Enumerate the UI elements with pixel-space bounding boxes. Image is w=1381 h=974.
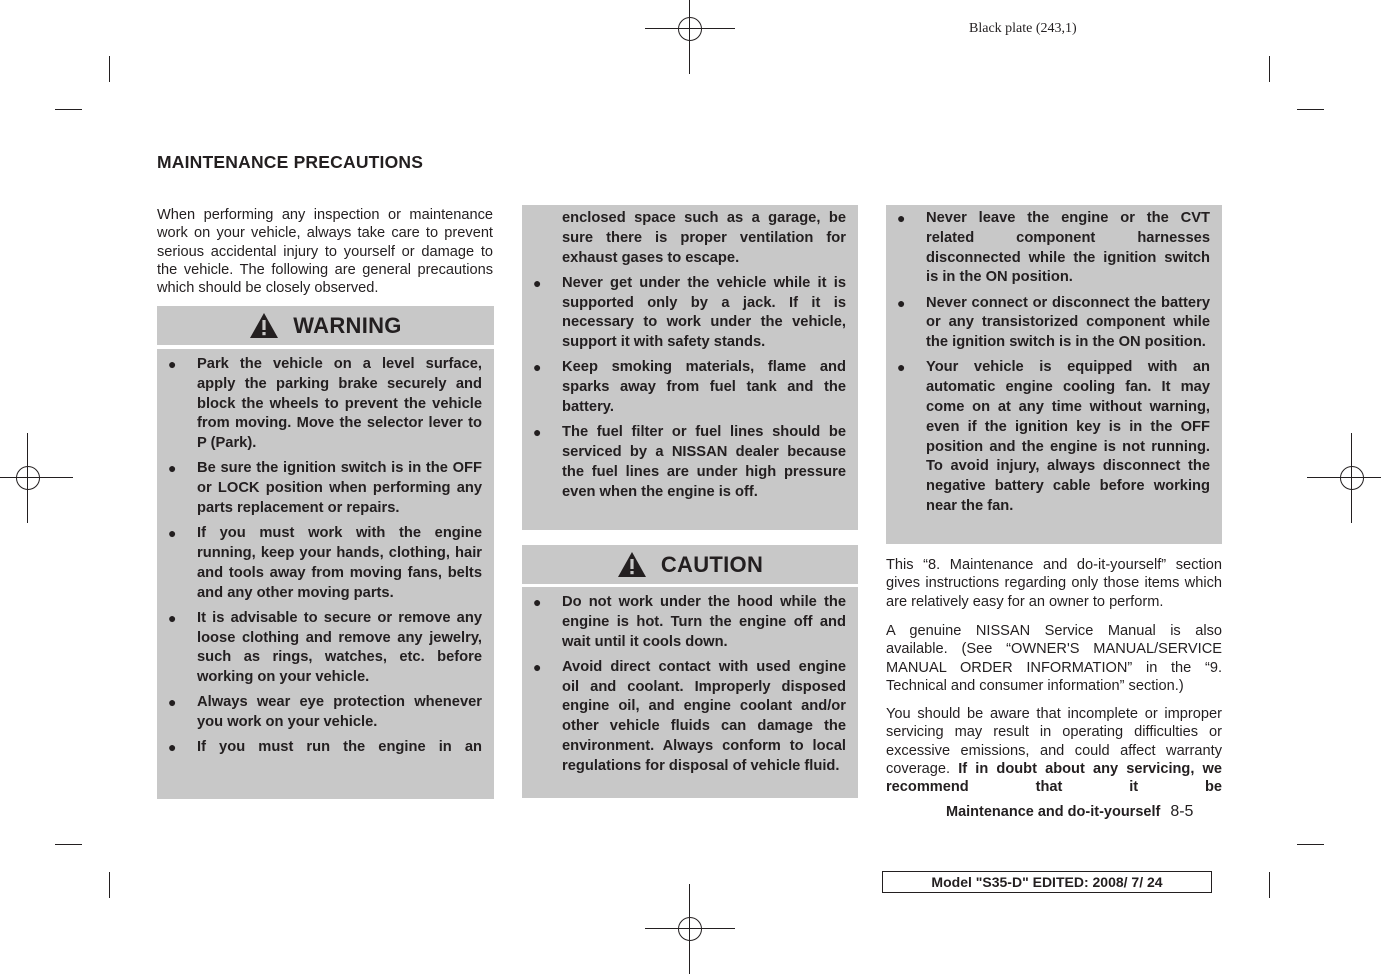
warning-label: WARNING (293, 312, 402, 338)
warning-box-col1 (157, 349, 494, 799)
registration-mark-icon (1307, 433, 1381, 523)
list-item: ● Never get under the vehicle while it is supported only by a jack. If it is necessary to work under the vehicle, support it with safety stands. (533, 274, 846, 351)
list-item: ● Be sure the ignition switch is in the OFF or LOCK position when performing any parts replacement or repairs. (168, 460, 482, 516)
paragraph-service-manual: A genuine NISSAN Service Manual is also available. (See “OWNER'S MANUAL/SERVICE MANUAL ORDER INFORMATION” in the “9. Technical and consumer information” section.) (886, 623, 1222, 694)
intro-paragraph: When performing any inspection or maintenance work on your vehicle, always take care to prevent serious accidental injury to yourself or damage to the vehicle. The following are general precautions which should be closely observed. (157, 207, 493, 297)
list-item: ● Never connect or disconnect the battery or any transistorized component while the ignition switch is in the ON position. (897, 294, 1210, 351)
crop-mark (109, 56, 110, 82)
crop-mark (55, 844, 82, 845)
list-item: ● Park the vehicle on a level surface, apply the parking brake securely and block the wheels to prevent the vehicle from moving. Move the selector lever to P (Park). (168, 356, 482, 452)
crop-mark (1269, 872, 1270, 898)
caution-header (522, 545, 858, 584)
list-item: ● It is advisable to secure or remove any loose clothing and remove any jewelry, such as rings, watches, etc. before working on your vehicle. (168, 609, 482, 686)
crop-mark (1297, 844, 1324, 845)
list-item: ● Never leave the engine or the CVT related component harnesses disconnected while the ignition switch is in the ON position. (897, 210, 1210, 286)
caution-triangle-icon (617, 551, 647, 578)
list-item: ● Avoid direct contact with used engine oil and coolant. Improperly disposed engine oil, and engine coolant and/or other vehicle fluids can damage the environment. Always conform to local regulations for disposal of vehicle fluid. (533, 658, 846, 774)
crop-mark (109, 872, 110, 898)
warning-header (157, 306, 494, 345)
list-item: ● Your vehicle is equipped with an automatic engine cooling fan. It may come on at any time without warning, even if the ignition key is in the OFF position and the engine is not running. To avoid injury, always disconnect the negative battery cable before working near the fan. (897, 359, 1210, 514)
list-item: ● If you must run the engine in an (168, 739, 482, 756)
warning-triangle-icon (249, 312, 279, 339)
crop-mark (1269, 56, 1270, 82)
crop-mark (1297, 109, 1324, 110)
list-item: ● Keep smoking materials, flame and sparks away from fuel tank and the battery. (533, 359, 846, 415)
list-item: ● Do not work under the hood while the engine is hot. Turn the engine off and wait until it cools down. (533, 594, 846, 650)
registration-mark-icon (0, 433, 73, 523)
section-title: MAINTENANCE PRECAUTIONS (157, 152, 424, 172)
paragraph-servicing-advice: You should be aware that incomplete or improper servicing may result in operating difficulties or excessive emissions, and could affect warranty coverage. If in doubt about any servicing, we recommend that it be (886, 706, 1222, 796)
caution-box (522, 587, 858, 798)
caution-label: CAUTION (660, 551, 764, 577)
page-number: 8-5 (1170, 803, 1194, 820)
plate-label: Black plate (243,1) (969, 21, 1077, 36)
list-item: ● The fuel filter or fuel lines should be serviced by a NISSAN dealer because the fuel lines are under high pressure even when the engine is off. (533, 424, 846, 500)
page-footer (946, 803, 1193, 821)
warning-box-col2 (522, 205, 858, 530)
footer-section-name: Maintenance and do-it-yourself (946, 804, 1161, 820)
paragraph-section-scope: This “8. Maintenance and do-it-yourself” section gives instructions regarding only those items which are relatively easy for an owner to perform. (886, 557, 1222, 610)
list-item: ● If you must work with the engine running, keep your hands, clothing, hair and tools away from moving fans, belts and any other moving parts. (168, 525, 482, 601)
registration-mark-icon (645, 884, 735, 974)
model-edited-stamp: Model "S35-D" EDITED: 2008/ 7/ 24 (882, 871, 1212, 893)
crop-mark (55, 109, 82, 110)
registration-mark-icon (645, 0, 735, 74)
list-item-continued: enclosed space such as a garage, be sure there is proper ventilation for exhaust gases to escape. (562, 210, 846, 266)
list-item: ● Always wear eye protection whenever you work on your vehicle. (168, 694, 482, 731)
warning-box-col3 (886, 205, 1222, 544)
